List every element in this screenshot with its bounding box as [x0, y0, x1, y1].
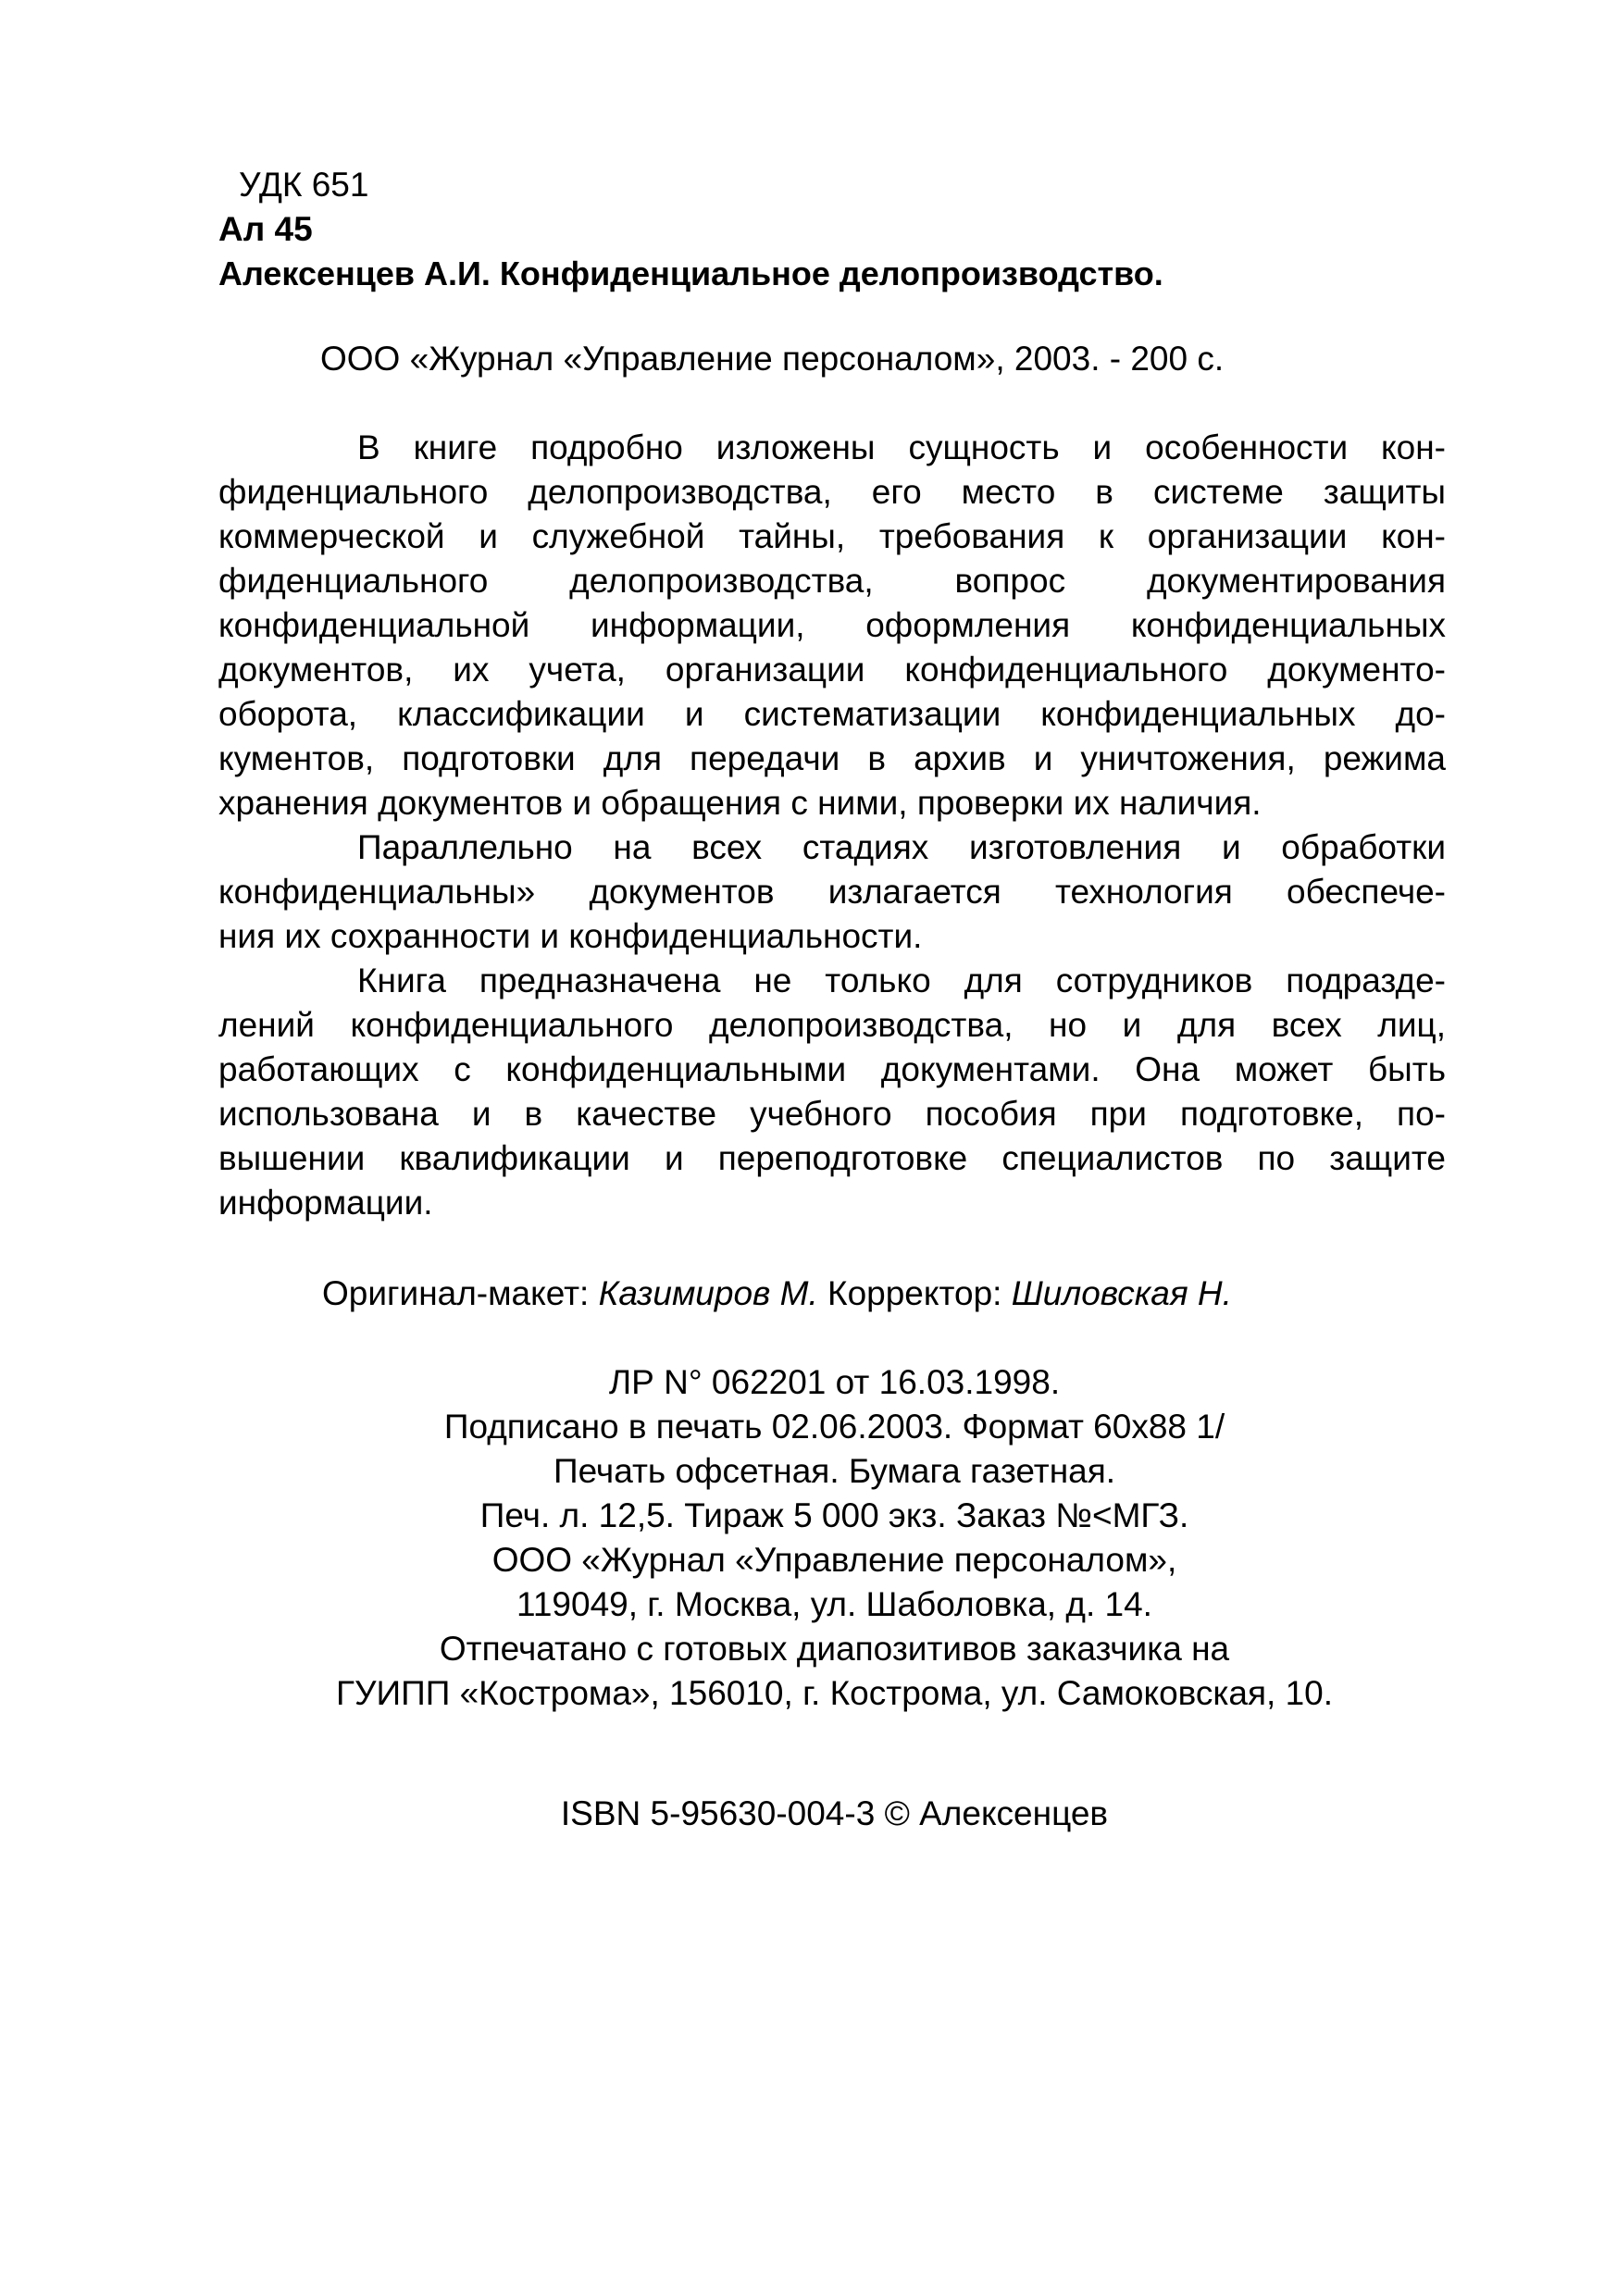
- abstract-line: хранения документов и обращения с ними, проверки их наличия.: [218, 784, 1262, 822]
- isbn: ISBN 5-95630-004-3 © Алексенцев: [560, 1794, 1109, 1832]
- abstract-line: использована и в качестве учебного пособия при подготовке, по-: [218, 1095, 1446, 1133]
- imprint-block: [26, 1360, 1617, 1716]
- abstract-line: документов, их учета, организации конфиденциального документо-: [218, 651, 1446, 689]
- abstract-line: конфиденциальной информации, оформления конфиденциальных: [218, 606, 1446, 644]
- abstract-line: конфиденциальны» документов излагается технология обеспече-: [218, 873, 1446, 911]
- publisher-line: ООО «Журнал «Управление персоналом», 2003. - 200 с.: [320, 340, 1225, 378]
- abstract-line: лений конфиденциального делопроизводства, но и для всех лиц,: [218, 1006, 1446, 1044]
- abstract-line: В книге подробно изложены сущность и особенности кон-: [357, 428, 1446, 466]
- abstract-line: работающих с конфиденциальными документами. Она может быть: [218, 1050, 1446, 1088]
- corrector-name: Шиловская Н.: [1011, 1274, 1232, 1312]
- book-title: Алексенцев А.И. Конфиденциальное делопроизводство.: [218, 254, 1163, 292]
- imprint-line: ГУИПП «Кострома», 156010, г. Кострома, ул. Самоковская, 10.: [335, 1674, 1334, 1712]
- isbn-block: [26, 1792, 1617, 1836]
- abstract-line: информации.: [218, 1184, 433, 1222]
- abstract-line: фиденциального делопроизводства, его место в системе защиты: [218, 473, 1446, 511]
- abstract-line: ния их сохранности и конфиденциальности.: [218, 917, 923, 955]
- layout-name: Казимиров М.: [598, 1274, 818, 1312]
- abstract-line: вышении квалификации и переподготовке специалистов по защите: [218, 1139, 1446, 1177]
- layout-label: Оригинал-макет:: [322, 1274, 590, 1312]
- abstract-line: фиденциального делопроизводства, вопрос документирования: [218, 562, 1446, 600]
- abstract-line: Книга предназначена не только для сотрудников подразде-: [357, 962, 1446, 999]
- author-code: Ал 45: [218, 210, 313, 248]
- corrector-label: Корректор:: [827, 1274, 1002, 1312]
- abstract-line: Параллельно на всех стадиях изготовления и обработки: [357, 828, 1446, 866]
- imprint-line: Подписано в печать 02.06.2003. Формат 60x88 1/: [443, 1408, 1225, 1446]
- imprint-line: ЛР N° 062201 от 16.03.1998.: [608, 1363, 1061, 1401]
- abstract: [218, 426, 1446, 1225]
- imprint-line: Отпечатано с готовых диапозитивов заказчика на: [439, 1630, 1230, 1668]
- imprint-line: ООО «Журнал «Управление персоналом»,: [491, 1541, 1177, 1579]
- imprint-line: Печ. л. 12,5. Тираж 5 000 экз. Заказ №<МГЗ.: [479, 1496, 1189, 1534]
- abstract-line: коммерческой и служебной тайны, требования к организации кон-: [218, 517, 1446, 555]
- imprint-line: 119049, г. Москва, ул. Шаболовка, д. 14.: [516, 1585, 1152, 1623]
- imprint-line: Печать офсетная. Бумага газетная.: [553, 1452, 1116, 1490]
- abstract-line: кументов, подготовки для передачи в архив и уничтожения, режима: [218, 739, 1446, 777]
- udk-code: УДК 651: [239, 166, 369, 204]
- credits-line: [322, 1272, 1232, 1316]
- abstract-line: оборота, классификации и систематизации конфиденциальных до-: [218, 695, 1446, 733]
